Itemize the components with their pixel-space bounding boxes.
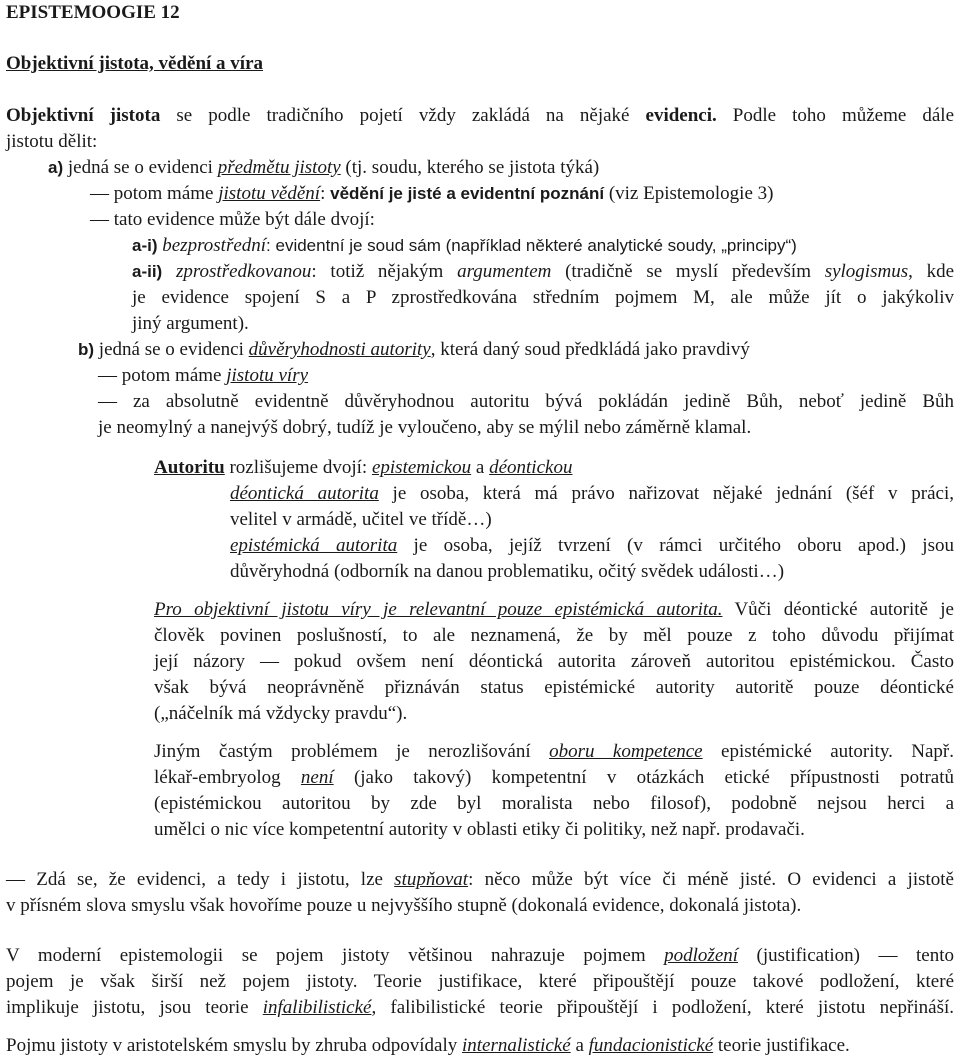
para-pojmu: Pojmu jistoty v aristotelském smyslu by zhruba odpovídaly internalistické a fundacionistické teorie justifikace. [6, 1035, 850, 1056]
para-moderni-line-1: V moderní epistemologii se pojem jistoty většinou nahrazuje pojmem podložení (justification) — tento [6, 945, 954, 966]
para-zda-line-1: — Zdá se, že evidenci, a tedy i jistotu, lze stupňovat: něco může být více či méně jisté. O evidenci a jistotě [6, 869, 954, 890]
para-jinym-line-4: umělci o nic více kompetentní autority v oblasti etiky či politiky, než např. prodavači. [154, 819, 805, 840]
para-pro-line-1: Pro objektivní jistotu víry je relevantní pouze epistémická autorita. Vůči déontické autoritě je [154, 599, 954, 620]
para-moderni-line-2: pojem je však širší než pojem jistoty. Teorie justifikace, které připouštějí pouze takové podložení, které [6, 971, 954, 992]
doc-title: Objektivní jistota, vědění a víra [6, 53, 264, 74]
item-a-ii-line-3: jiný argument). [132, 313, 249, 334]
para-jinym-line-1: Jiným častým problémem je nerozlišování oboru kompetence epistémické autority. Např. [154, 741, 955, 762]
para-jinym-line-3: (epistémickou autoritou by zde byl moralista nebo filosof), podobně nejsou herci a [154, 793, 954, 814]
para-pro-line-4: však bývá neoprávněně přiznáván status epistémické autority autoritě pouze déontické [154, 677, 954, 698]
para-pro-line-3: její názory — pokud ovšem není déontická autorita zároveň autoritou epistémickou. Často [154, 651, 954, 672]
para-zda-line-2: v přísném slova smyslu však hovoříme pouze u nejvyššího stupně (dokonalá evidence, dokonalá jistota). [6, 895, 802, 916]
para-pro-line-5: („náčelník má vždycky pravdu“). [154, 703, 408, 724]
intro-line-2: jistotu dělit: [6, 131, 98, 152]
item-b-sub1: — potom máme jistotu víry [98, 365, 309, 386]
epistemic-authority-line-1: epistémická autorita je osoba, jejíž tvrzení (v rámci určitého oboru apod.) jsou [230, 535, 954, 556]
item-a-ii-line-2: je evidence spojení S a P zprostředkována středním pojmem M, ale může jít o jakýkoliv [132, 287, 954, 308]
item-b-sub2-line-1: — za absolutně evidentně důvěryhodnou autoritu bývá pokládán jedině Bůh, neboť jedině Bůh [98, 391, 954, 412]
item-a-sub1: — potom máme jistotu vědění: vědění je jisté a evidentní poznání (viz Epistemologie 3) [90, 183, 774, 204]
para-moderni-line-3: implikuje jistotu, jsou teorie infalibilistické, falibilistické teorie připouštějí i podložení, které jistotu nepřináší. [6, 997, 954, 1018]
item-b: b) jedná se o evidenci důvěryhodnosti autority, která daný soud předkládá jako pravdivý [78, 339, 750, 360]
item-a: a) jedná se o evidenci předmětu jistoty (tj. soudu, kterého se jistota týká) [48, 157, 600, 178]
item-a-ii-line-1: a-ii) zprostředkovanou: totiž nějakým argumentem (tradičně se myslí především sylogismus, kde [132, 261, 955, 282]
doc-heading: EPISTEMOOGIE 12 [6, 2, 180, 23]
para-jinym-line-2: lékař-embryolog není (jako takový) kompetentní v otázkách etické přípustnosti potratů [154, 767, 954, 788]
intro-line-1: Objektivní jistota se podle tradičního pojetí vždy zakládá na nějaké evidenci. Podle toho můžeme dále [6, 105, 954, 126]
para-pro-line-2: člověk povinen poslušností, to ale neznamená, že by měl pouze z toho důvodu přijímat [154, 625, 954, 646]
epistemic-authority-line-2: důvěryhodná (odborník na danou problematiku, očitý svědek události…) [230, 561, 785, 582]
deontic-authority-line-2: velitel v armádě, učitel ve třídě…) [230, 509, 492, 530]
deontic-authority-line-1: déontická autorita je osoba, která má právo nařizovat nějaké jednání (šéf v práci, [230, 483, 955, 504]
item-a-i: a-i) bezprostřední: evidentní je soud sám (například některé analytické soudy, „principy“) [132, 235, 797, 256]
item-b-sub2-line-2: je neomylný a nanejvýš dobrý, tudíž je vyloučeno, aby se mýlil nebo záměrně klamal. [98, 417, 752, 438]
autorita-intro: Autoritu rozlišujeme dvojí: epistemickou a déontickou [154, 457, 573, 478]
item-a-sub2: — tato evidence může být dále dvojí: [90, 209, 375, 230]
